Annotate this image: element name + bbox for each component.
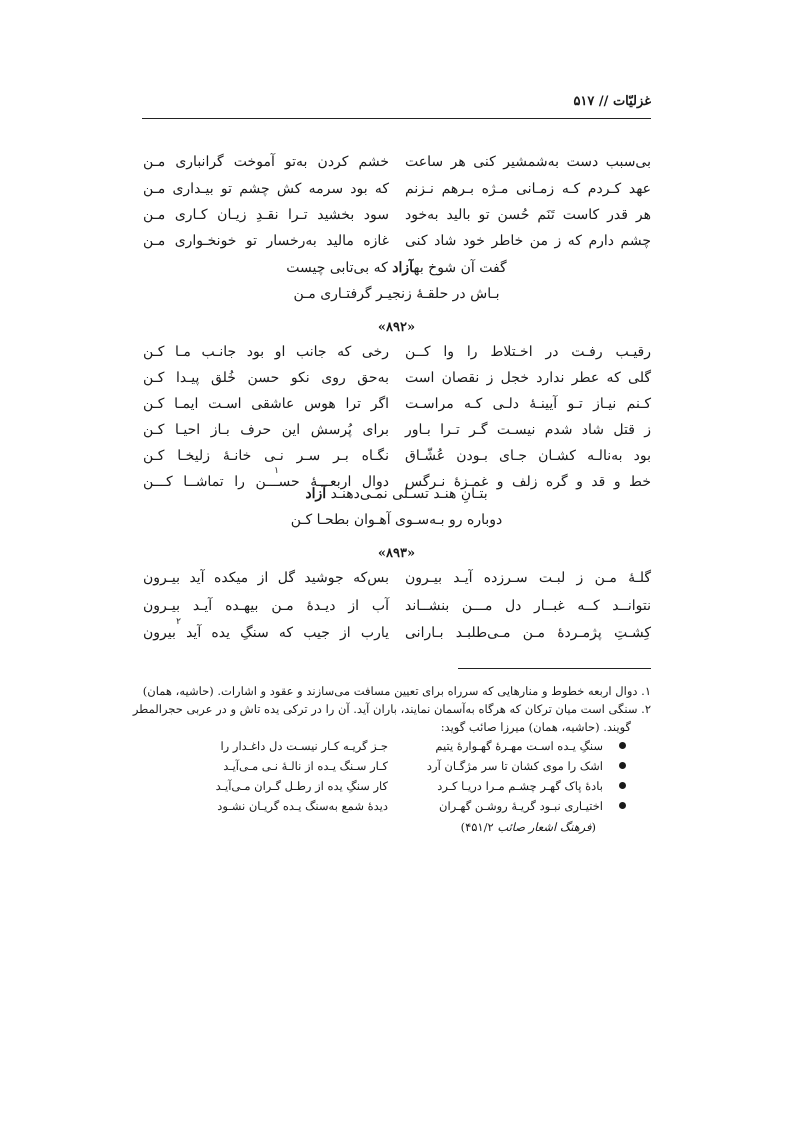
quoted-couplet: [0, 776, 793, 796]
poet-name: آزاد: [392, 260, 414, 276]
citation-open: (: [591, 820, 596, 834]
hemistich-second: کـار سـنگ یـده از نالـهٔ نـی مـی‌آیـد: [223, 759, 388, 773]
couplet: [0, 366, 793, 390]
hemistich-second: خشم کردن به‌تو آموخت گرانباری مـن: [143, 154, 389, 170]
couplet: [0, 566, 793, 590]
hemistich-first: کـنم نیـاز تـو آیینـهٔ دلـی کـه مراسـت: [405, 396, 651, 412]
hemistich-first: نتوانــد کــه غبــار دل مـــن بنشــاند: [405, 598, 651, 614]
closing-line: بـاش در حلقـهٔ زنجیـر گرفتـاری مـن: [293, 286, 500, 302]
closing-line: [0, 482, 793, 506]
running-header: غزلیّات // ۵۱۷: [573, 94, 651, 109]
footnote-2-continued: گویند. (حاشیه، همان) میرزا صائب گوید:: [440, 720, 631, 734]
bullet-icon: [619, 742, 626, 749]
poet-name: آزاد: [305, 486, 327, 502]
hemistich-first: رقیـب رفـت در اخـتلاط را وا کــن: [405, 344, 651, 360]
hemistich-first: گلی که عطر ندارد خجل ز نقصان است: [405, 370, 651, 386]
hemistich-second: برای پُرسش این حرف بـاز احیـا کـن: [143, 422, 389, 438]
quoted-couplet: [0, 736, 793, 756]
hemistich-second: بس‌که جوشید گل از میکده آید بیـرون: [143, 570, 389, 586]
closing-text: گفت آن شوخ به: [413, 260, 507, 276]
hemistich-first: بی‌سبب دست به‌شمشیر کنی هر ساعت: [405, 154, 651, 170]
bullet-icon: [619, 802, 626, 809]
hemistich-second: غازه مالید به‌رخسار تو خونخـواری مـن: [143, 233, 389, 249]
hemistich-first: عهد کـردم کـه زمـانی مـژه بـرهم نـزنم: [405, 181, 651, 197]
couplet: [0, 594, 793, 618]
couplet: [0, 418, 793, 442]
hemistich-second: اگر ترا هوس عاشقی اسـت ایمـا کـن: [143, 396, 389, 412]
hemistich-first: اشک را موی کشان تا سر مژگـان آرد: [426, 759, 603, 773]
closing-text: بتـانِ هنـد تسـلی نمـی‌دهنـد: [326, 486, 488, 502]
couplet: [0, 392, 793, 416]
closing-line: [0, 256, 793, 280]
hemistich-first: خط و قد و گره زلف و غمـزهٔ نـرگس: [405, 474, 651, 490]
hemistich-first: هر قدر کاست تَنَم حُسن تو بالید به‌خود: [405, 207, 651, 223]
hemistich-first: کِشـتِ پژمـردهٔ مـن مـی‌طلبـد بـارانی: [405, 625, 651, 641]
couplet: [0, 150, 793, 174]
bullet-icon: [619, 762, 626, 769]
couplet: [0, 444, 793, 468]
poem-number: «۸۹۳»: [377, 546, 416, 561]
hemistich-first: ز قتل شاد شدم نیسـت گـر تـرا بـاور: [405, 422, 651, 438]
hemistich-second: که بود سرمه کش چشم تو بیـداری مـن: [143, 181, 389, 197]
source-title: فرهنگ اشعار صائب: [497, 820, 592, 834]
poem-number: «۸۹۲»: [377, 320, 416, 335]
footnote-rule: [458, 668, 651, 669]
footnote-1: ۱. دوال اربعه خطوط و منارهایی که سرراه برای تعیین مسافت می‌سازند و عقود و اشارات. (حاشیه، همان): [142, 684, 651, 698]
couplet: [0, 203, 793, 227]
hemistich-first: اختیـاری نبـود گریـهٔ روشـن گهـران: [439, 799, 603, 813]
hemistich-second: نگـاه بـر سـر نـی خانـهٔ زلیخـا کـن: [143, 448, 389, 464]
source-page: ۴۵۱/۲): [460, 820, 498, 834]
footnote-marker: ۱: [274, 466, 279, 476]
footnote-marker: ۲: [176, 617, 181, 627]
hemistich-second: دیدهٔ شمع به‌سنگ یـده گریـان نشـود: [217, 799, 388, 813]
source-citation: [461, 820, 596, 834]
hemistich-first: سنگِ یـده اسـت مهـرهٔ گهـوارهٔ یتیم: [435, 739, 603, 753]
closing-text: که بی‌تابی چیست: [286, 260, 393, 276]
header-rule: [142, 118, 651, 119]
hemistich-second: آب از دیـدهٔ مـن بیهـده آیـد بیـرون: [143, 598, 389, 614]
couplet: [0, 229, 793, 253]
hemistich-first: چشم دارم که ز من خاطر خود شاد کنی: [405, 233, 651, 249]
closing-line: دوباره رو بـه‌سـوی آهـوان بطحـا کـن: [290, 512, 503, 528]
hemistich-second: به‌حق روی نکو حسن خُلق پیـدا کـن: [143, 370, 389, 386]
quoted-couplet: [0, 796, 793, 816]
couplet: [0, 340, 793, 364]
hemistich-first: بود به‌نالـه کشـان جـای بـودن عُشّـاق: [405, 448, 651, 464]
quoted-couplet: [0, 756, 793, 776]
hemistich-second: یارب از جیب که سنگِ یده آید بیرون: [143, 625, 389, 641]
footnote-2: ۲. سنگی است میان ترکان که هرگاه به‌آسمان نمایند، باران آید. آن را در ترکی یده تاش و در عربی حجرالمطر: [132, 702, 651, 716]
couplet: [0, 617, 793, 645]
hemistich-first: بادهٔ پاک گهـر چشـم مـرا دریـا کـرد: [437, 779, 603, 793]
hemistich-first: گلـهٔ مـن ز لبـت سـرزده آیـد بیـرون: [405, 570, 651, 586]
bullet-icon: [619, 782, 626, 789]
hemistich-text: دوال اربعـــهٔ حســـن را تماشــا کـــن: [143, 474, 389, 490]
couplet: [0, 177, 793, 201]
hemistich-second: رخی که جانب او بود جانـب مـا کـن: [143, 344, 389, 360]
hemistich-second: جـز گریـه کـار نیسـت دل داغـدار را: [220, 739, 388, 753]
hemistich-second: کار سنگِ یده از رطـل گـران مـی‌آیـد: [215, 779, 388, 793]
hemistich-second: سود بخشید تـرا نقـدِ زیـان کـاری مـن: [143, 207, 389, 223]
